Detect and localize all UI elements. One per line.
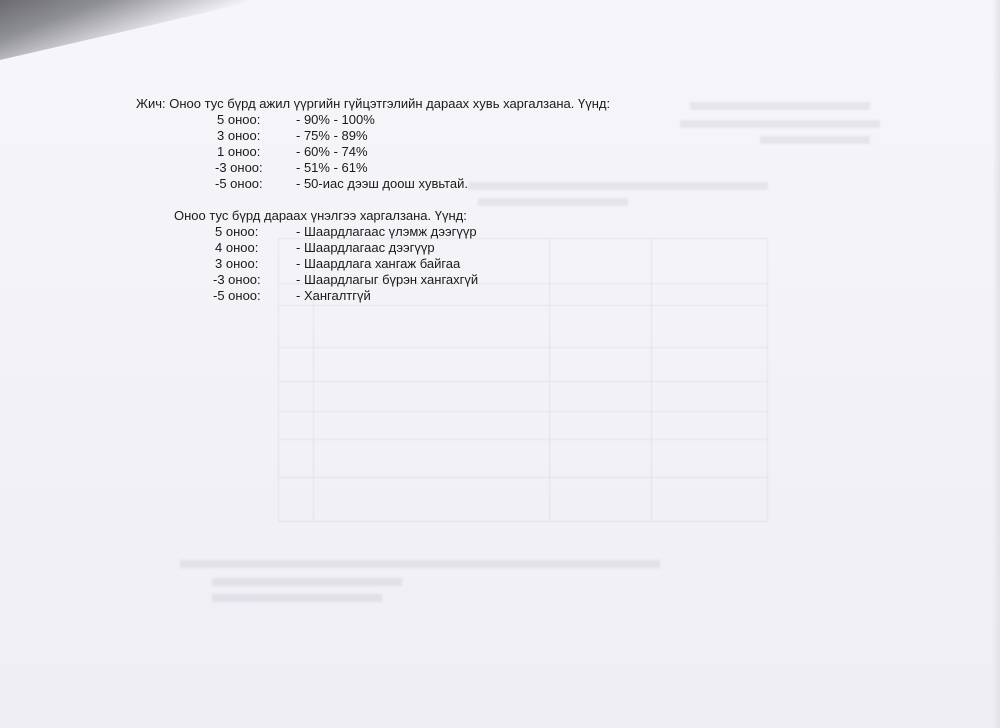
percent-range: - 51% - 61% [296,160,368,175]
percent-score: 3 оноо: [217,128,261,143]
bleed-through-heading [468,182,768,190]
bleed-through-header [680,120,880,128]
percent-score: 5 оноо: [217,112,261,127]
percent-range: - 90% - 100% [296,112,375,127]
bleed-through-header [690,102,870,110]
note-intro: Жич: Оноо тус бүрд ажил үүргийн гүйцэтгэлийн дараах хувь харгалзана. Үүнд: [136,96,611,111]
rating-label: - Шаардлагаас дээгүүр [296,240,435,255]
bleed-through-text [212,594,382,602]
rating-score: 5 оноо: [215,224,259,239]
bleed-through-heading [478,198,628,206]
rating-label: - Шаардлага хангаж байгаа [296,256,461,271]
percent-range: - 60% - 74% [296,144,368,159]
rating-label: - Шаардлагыг бүрэн хангахгүй [296,272,479,287]
percent-score: -3 оноо: [215,160,263,175]
percent-range: - 75% - 89% [296,128,368,143]
rating-score: 4 оноо: [215,240,259,255]
rating-score: -5 оноо: [213,288,261,303]
bleed-through-header [760,136,870,144]
rating-intro: Оноо тус бүрд дараах үнэлгээ харгалзана. Үүнд: [174,208,467,223]
bleed-through-text [212,578,402,586]
rating-score: -3 оноо: [213,272,261,287]
bleed-through-text [180,560,660,568]
percent-score: 1 оноо: [217,144,261,159]
rating-label: - Шаардлагаас үлэмж дээгүүр [296,224,477,239]
percent-range: - 50-иас дээш доош хувьтай. [296,176,469,191]
rating-label: - Хангалтгүй [296,288,371,303]
scanner-shadow [0,0,260,60]
rating-score: 3 оноо: [215,256,259,271]
page-edge [992,0,1000,728]
percent-score: -5 оноо: [215,176,263,191]
